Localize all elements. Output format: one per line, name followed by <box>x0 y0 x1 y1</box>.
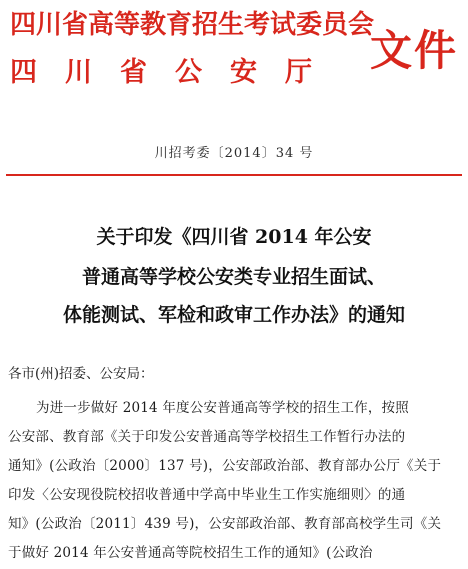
issuer-name-line-1: 四川省高等教育招生考试委员会 <box>10 10 375 40</box>
red-divider-line <box>6 174 462 176</box>
body-line-6: 于做好 2014 年公安普通高等院校招生工作的通知》(公政治 <box>8 545 373 561</box>
body-line-1: 为进一步做好 2014 年度公安普通高等学校的招生工作，按照 <box>36 400 409 416</box>
issuer-name-line-2: 四川省公安厅 <box>10 57 340 88</box>
document-title-line-1: 关于印发《四川省 2014 年公安 <box>96 226 372 248</box>
letterhead <box>0 0 468 100</box>
document-title-line-2: 普通高等学校公安类专业招生面试、 <box>81 266 386 288</box>
body-line-2: 公安部、教育部《关于印发公安普通高等学校招生工作暂行办法的 <box>8 429 406 445</box>
document-title-line-3: 体能测试、军检和政审工作办法》的通知 <box>62 304 405 326</box>
body-line-5: 知》(公政治〔2011〕439 号)，公安部政治部、教育部高校学生司《关 <box>8 516 442 532</box>
salutation: 各市(州)招委、公安局： <box>8 366 154 382</box>
body-line-4: 印发〈公安现役院校招收普通中学高中毕业生工作实施细则〉的通 <box>8 487 406 503</box>
body-line-3: 通知》(公政治〔2000〕137 号)，公安部政治部、教育部办公厅《关于 <box>8 458 442 474</box>
document-type-label: 文件 <box>370 26 459 75</box>
document-number: 川招考委〔2014〕34 号 <box>154 146 314 161</box>
